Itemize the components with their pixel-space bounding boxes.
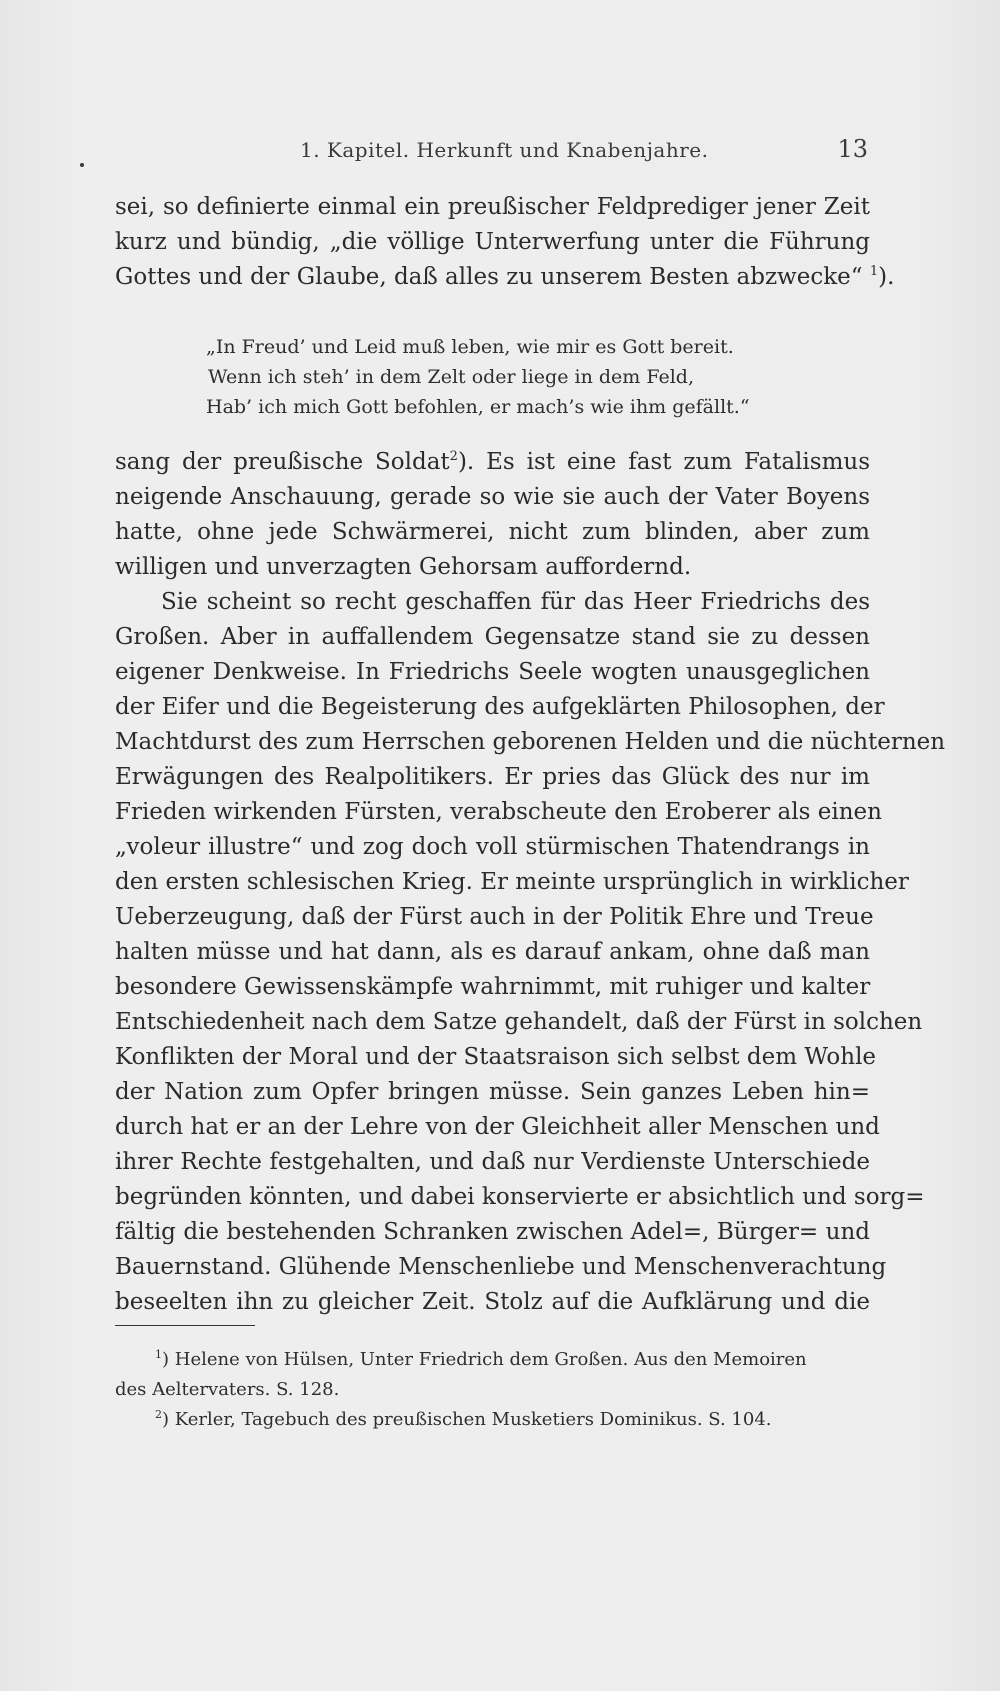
footnotes [115,1345,870,1435]
text-line: Ueberzeugung, daß der Fürst auch in der Politik Ehre und Treue [115,904,874,930]
page-number: 13 [837,135,868,163]
text-line-close: ). [878,264,895,290]
text-line: der Nation zum Opfer bringen müsse. Sein ganzes Leben hin= [115,1079,870,1105]
footnote-1 [115,1345,870,1375]
text-line [115,260,895,295]
footnote-text: ) Helene von Hülsen, Unter Friedrich dem Großen. Aus den Memoiren [162,1349,807,1370]
text-line: Konflikten der Moral und der Staatsraison sich selbst dem Wohle [115,1044,877,1070]
footnote-mark: 2 [155,1408,162,1421]
text-line: halten müsse und hat dann, als es darauf ankam, ohne daß man [115,939,870,965]
text-line: neigende Anschauung, gerade so wie sie auch der Vater Boyens [115,484,870,510]
text-line: durch hat er an der Lehre von der Gleichheit aller Menschen und [115,1114,880,1140]
footnote-continuation: des Aeltervaters. S. 128. [115,1379,340,1400]
footnote-ref-1: 1 [869,264,879,279]
paragraph-1 [115,190,895,295]
text-line: Entschiedenheit nach dem Satze gehandelt, daß der Fürst in solchen [115,1009,923,1035]
footnote-text: ) Kerler, Tagebuch des preußischen Musketiers Dominikus. S. 104. [162,1409,772,1430]
text-line: „voleur illustre“ und zog doch voll stürmischen Thatendrangs in [115,834,870,860]
text-line: besondere Gewissenskämpfe wahrnimmt, mit ruhiger und kalter [115,974,871,1000]
text-line: den ersten schlesischen Krieg. Er meinte ursprünglich in wirklicher [115,869,909,895]
text-line-start: sang der preußische Soldat [115,449,450,475]
text-line: hatte, ohne jede Schwärmerei, nicht zum blinden, aber zum [115,519,870,545]
text-line: beseelten ihn zu gleicher Zeit. Stolz auf die Aufklärung und die [115,1289,870,1315]
paragraph-3 [115,585,946,1320]
footnote-2 [115,1405,870,1435]
footnote-ref-2: 2 [449,449,458,464]
text-line: Sie scheint so recht geschaffen für das Heer Friedrichs des [161,589,870,615]
text-line-end: ). Es ist eine fast zum Fatalismus [457,449,870,475]
text-line: fältig die bestehenden Schranken zwischen Adel=, Bürger= und [115,1219,870,1245]
poem-quote [206,332,750,422]
text-line: Großen. Aber in auffallendem Gegensatze stand sie zu dessen [115,624,870,650]
text-line: kurz und bündig, „die völlige Unterwerfung unter die Führung [115,229,870,255]
poem-verse: Wenn ich steh’ in dem Zelt oder liege in dem Feld, [208,366,694,388]
text-line: begründen könnten, und dabei konservierte er absichtlich und sorg= [115,1184,925,1210]
text-line: Frieden wirkenden Fürsten, verabscheute den Eroberer als einen [115,799,882,825]
text-line: Bauernstand. Glühende Menschenliebe und Menschenverachtung [115,1254,887,1280]
text-line: der Eifer und die Begeisterung des aufgeklärten Philosophen, der [115,694,885,720]
text-line: sei, so definierte einmal ein preußischer Feldprediger jener Zeit [115,194,870,220]
page-speck [80,163,84,167]
running-head: 1. Kapitel. Herkunft und Knabenjahre. [300,138,709,162]
poem-verse: „In Freud’ und Leid muß leben, wie mir es Gott bereit. [206,336,734,358]
poem-verse: Hab’ ich mich Gott befohlen, er mach’s wie ihm gefällt.“ [206,396,750,418]
text-line: ihrer Rechte festgehalten, und daß nur Verdienste Unterschiede [115,1149,870,1175]
footnote-mark: 1 [155,1348,162,1361]
text-line [115,445,870,480]
text-line: Machtdurst des zum Herrschen geborenen Helden und die nüchternen [115,729,946,755]
text-line: eigener Denkweise. In Friedrichs Seele wogten unausgeglichen [115,659,870,685]
text-line-content: Gottes und der Glaube, daß alles zu unserem Besten abzwecke“ [115,264,863,290]
footnote-separator [115,1325,255,1326]
text-line: Erwägungen des Realpolitikers. Er pries das Glück des nur im [115,764,870,790]
paragraph-2 [115,445,870,585]
text-line: willigen und unverzagten Gehorsam auffordernd. [115,554,692,580]
